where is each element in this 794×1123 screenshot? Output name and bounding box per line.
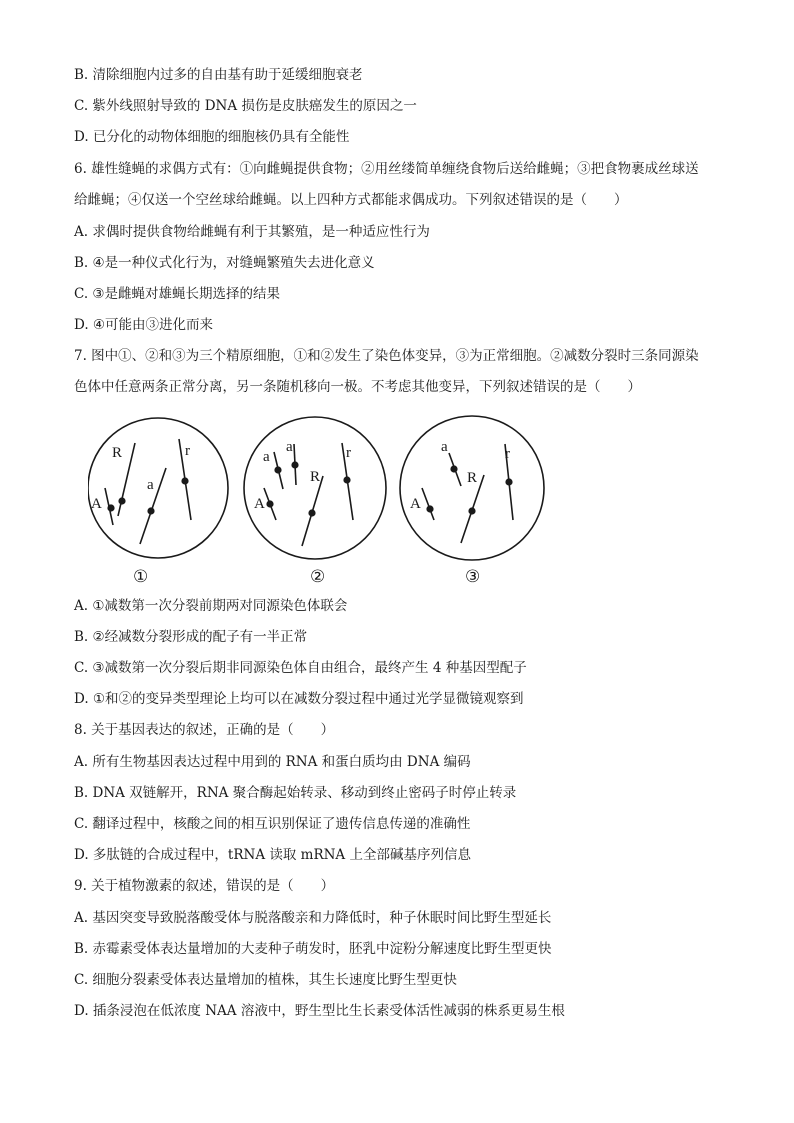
cell-3-membrane [400,416,544,560]
option-8a: A. 所有生物基因表达过程中用到的 RNA 和蛋白质均由 DNA 编码 [74,754,471,770]
cell-1-centromere [148,508,154,514]
option-9a: A. 基因突变导致脱落酸受体与脱落酸亲和力降低时，种子休眠时间比野生型延长 [74,910,552,926]
option-7b: B. ②经减数分裂形成的配子有一半正常 [74,629,308,645]
cell-1-gene-label: A [91,496,102,512]
option-9b: B. 赤霉素受体表达量增加的大麦种子萌发时，胚乳中淀粉分解速度比野生型更快 [74,941,552,957]
cell-2-gene-label: r [346,445,351,461]
option-7d: D. ①和②的变异类型理论上均可以在减数分裂过程中通过光学显微镜观察到 [74,691,524,707]
question-9-stem: 9. 关于植物激素的叙述，错误的是（ ） [74,878,335,894]
option-8d: D. 多肽链的合成过程中，tRNA 读取 mRNA 上全部碱基序列信息 [74,847,471,863]
option-6c: C. ③是雌蝇对雄蝇长期选择的结果 [74,286,281,302]
option-6d: D. ④可能由③进化而来 [74,317,214,333]
cell-3-centromere [451,466,457,472]
option-6b: B. ④是一种仪式化行为，对缝蝇繁殖失去进化意义 [74,255,375,271]
cell-2-gene-label: A [254,496,265,512]
option-7c: C. ③减数第一次分裂后期非同源染色体自由组合，最终产生 4 种基因型配子 [74,660,527,676]
cell-3-centromere [469,508,475,514]
cell-3-chromosome-A [422,488,434,520]
question-7-stem-line2: 色体中任意两条正常分离，另一条随机移向一极。不考虑其他变异，下列叙述错误的是（ ） [74,379,641,395]
cell-2-gene-label: a [286,439,293,455]
option-6a: A. 求偶时提供食物给雌蝇有利于其繁殖，是一种适应性行为 [74,224,430,240]
option-5b: B. 清除细胞内过多的自由基有助于延缓细胞衰老 [74,67,363,83]
cell-2-caption: ② [310,567,326,586]
cell-2-centromere [267,501,273,507]
cell-1 [88,418,228,586]
cell-3-gene-label: r [505,446,510,462]
cell-3-gene-label: R [467,470,478,486]
cell-1-gene-label: r [185,443,190,459]
option-8c: C. 翻译过程中，核酸之间的相互识别保证了遗传信息传递的准确性 [74,816,471,832]
chromosome-diagram-svg [88,413,558,588]
cell-2-centromere [344,477,350,483]
cell-3-gene-label: a [441,439,448,455]
question-8-stem: 8. 关于基因表达的叙述，正确的是（ ） [74,722,335,738]
cell-1-centromere [119,498,125,504]
cell-1-gene-label: a [147,477,154,493]
option-7a: A. ①减数第一次分裂前期两对同源染色体联会 [74,598,348,614]
cell-3-gene-label: A [410,496,421,512]
cell-3-caption: ③ [465,567,481,586]
cell-1-membrane [88,418,228,558]
cell-1-caption: ① [133,567,149,586]
cell-2-centromere [309,510,315,516]
cell-3-centromere [427,506,433,512]
cell-1-gene-label: R [112,445,123,461]
chromosome-figure [88,413,558,588]
option-9d: D. 插条浸泡在低浓度 NAA 溶液中，野生型比生长素受体活性减弱的株系更易生根 [74,1003,565,1019]
cell-2 [244,417,386,586]
cell-1-centromere [108,505,114,511]
cell-2-centromere [292,462,298,468]
cell-2-gene-label: R [310,469,321,485]
option-9c: C. 细胞分裂素受体表达量增加的植株，其生长速度比野生型更快 [74,972,457,988]
option-5c: C. 紫外线照射导致的 DNA 损伤是皮肤癌发生的原因之一 [74,98,417,114]
cell-2-membrane [244,417,386,559]
cell-2-gene-label: a [263,449,270,465]
cell-3 [400,416,544,586]
option-8b: B. DNA 双链解开，RNA 聚合酶起始转录、移动到终止密码子时停止转录 [74,785,517,801]
question-6-stem-line1: 6. 雄性缝蝇的求偶方式有：①向雌蝇提供食物；②用丝缕简单缠绕食物后送给雌蝇；③把食物裹成丝球送 [74,161,699,177]
cell-1-centromere [182,478,188,484]
question-6-stem-line2: 给雌蝇；④仅送一个空丝球给雌蝇。以上四种方式都能求偶成功。下列叙述错误的是（ ） [74,192,628,208]
question-7-stem-line1: 7. 图中①、②和③为三个精原细胞，①和②发生了染色体变异，③为正常细胞。②减数分裂时三条同源染 [74,348,699,364]
cell-2-centromere [275,467,281,473]
cell-3-centromere [506,479,512,485]
option-5d: D. 已分化的动物体细胞的细胞核仍具有全能性 [74,129,350,145]
